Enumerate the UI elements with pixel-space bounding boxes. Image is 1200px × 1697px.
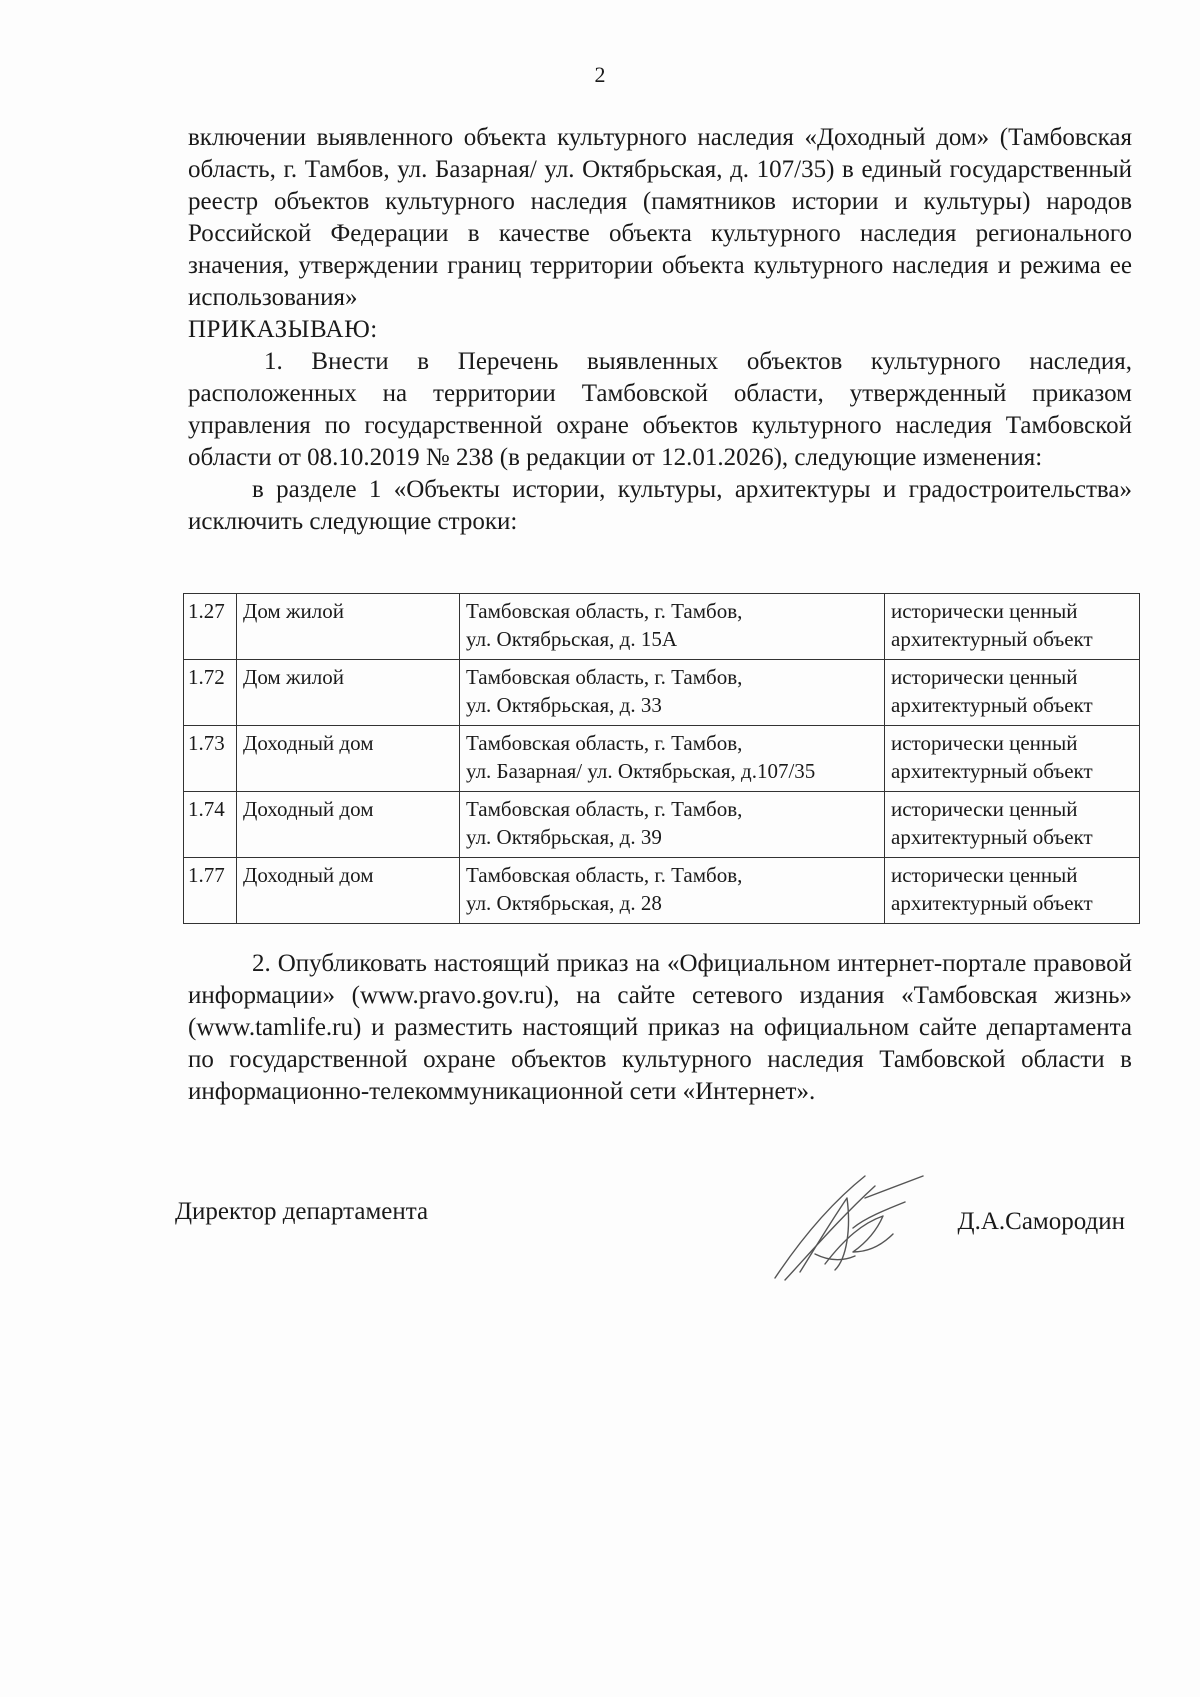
row-number-cell [184,660,237,726]
table-row [184,792,1140,858]
object-category-cell [885,594,1140,660]
row-number-cell-line: 1.73 [188,731,225,755]
object-category-cell [885,726,1140,792]
object-category-cell-line: архитектурный объект [891,825,1093,849]
table-row [184,660,1140,726]
intro-paragraph: включении выявленного объекта культурного наследия «Доходный дом» (Тамбовская область, г. Тамбов, ул. Базарная/ ул. Октябрьская, д. 107/35) в единый государственный реестр объектов культурного наследия (памятников истории и культуры) народов Российской Федерации в качестве объекта культурного наследия регионального значения, утверждении границ территории объекта культурного наследия и режима ее использования» [188,124,1132,311]
row-number-cell [184,792,237,858]
object-category-cell-line: архитектурный объект [891,627,1093,651]
excluded-rows-table-wrap [183,593,1137,924]
handwritten-signature-icon [755,1168,955,1288]
object-address-cell [460,594,885,660]
object-name-cell [237,726,460,792]
signatory-title: Директор департамента [175,1198,429,1225]
object-name-cell [237,660,460,726]
object-address-cell-line: Тамбовская область, г. Тамбов, [466,599,743,623]
object-name-cell [237,858,460,924]
row-number-cell-line: 1.74 [188,797,225,821]
object-category-cell-line: исторически ценный [891,797,1078,821]
table-row [184,726,1140,792]
section-1-line: в разделе 1 «Объекты истории, культуры, архитектуры и градостроительства» исключить следующие строки: [188,476,1132,535]
excluded-rows-table [183,593,1140,924]
page-number: 2 [594,62,606,87]
intro-section [188,122,1132,538]
row-number-cell-line: 1.72 [188,665,225,689]
row-number-cell [184,726,237,792]
object-category-cell [885,660,1140,726]
object-address-cell-line: ул. Октябрьская, д. 15А [466,627,678,651]
object-name-cell [237,792,460,858]
object-category-cell-line: архитектурный объект [891,891,1093,915]
row-number-cell [184,858,237,924]
object-name-cell-line: Доходный дом [243,863,374,887]
item-2-section [188,948,1132,1108]
object-address-cell [460,726,885,792]
item-1-paragraph: 1. Внести в Перечень выявленных объектов культурного наследия, расположенных на территории Тамбовской области, утвержденный приказом управления по государственной охране объектов культурного наследия Тамбовской области от 08.10.2019 № 238 (в редакции от 12.01.2026), следующие изменения: [188,348,1132,471]
object-category-cell-line: архитектурный объект [891,693,1093,717]
object-address-cell [460,660,885,726]
object-address-cell-line: ул. Базарная/ ул. Октябрьская, д.107/35 [466,759,816,783]
table-row [184,858,1140,924]
object-address-cell-line: ул. Октябрьская, д. 33 [466,693,662,717]
object-name-cell-line: Доходный дом [243,731,374,755]
object-category-cell-line: исторически ценный [891,665,1078,689]
item-2-paragraph: 2. Опубликовать настоящий приказ на «Официальном интернет-портале правовой информации» (www.pravo.gov.ru), на сайте сетевого издания «Тамбовская жизнь» (www.tamlife.ru) и разместить настоящий приказ на официальном сайте департамента по государственной охране объектов культурного наследия Тамбовской области в информационно-телекоммуникационной сети «Интернет». [188,950,1132,1105]
object-category-cell-line: исторически ценный [891,599,1078,623]
signatory-name: Д.А.Самородин [957,1208,1125,1235]
object-name-cell-line: Дом жилой [243,665,344,689]
object-category-cell-line: архитектурный объект [891,759,1093,783]
object-address-cell [460,792,885,858]
object-address-cell-line: Тамбовская область, г. Тамбов, [466,731,743,755]
order-word: ПРИКАЗЫВАЮ: [188,316,378,343]
row-number-cell-line: 1.77 [188,863,225,887]
object-name-cell [237,594,460,660]
object-address-cell-line: Тамбовская область, г. Тамбов, [466,863,743,887]
object-address-cell-line: Тамбовская область, г. Тамбов, [466,665,743,689]
object-address-cell-line: ул. Октябрьская, д. 28 [466,891,662,915]
signature-block [175,1198,1125,1288]
object-category-cell-line: исторически ценный [891,731,1078,755]
object-category-cell [885,792,1140,858]
object-address-cell-line: ул. Октябрьская, д. 39 [466,825,662,849]
object-category-cell-line: исторически ценный [891,863,1078,887]
table-body [184,594,1140,924]
object-category-cell [885,858,1140,924]
object-address-cell [460,858,885,924]
object-name-cell-line: Доходный дом [243,797,374,821]
object-address-cell-line: Тамбовская область, г. Тамбов, [466,797,743,821]
row-number-cell [184,594,237,660]
object-name-cell-line: Дом жилой [243,599,344,623]
table-row [184,594,1140,660]
row-number-cell-line: 1.27 [188,599,225,623]
